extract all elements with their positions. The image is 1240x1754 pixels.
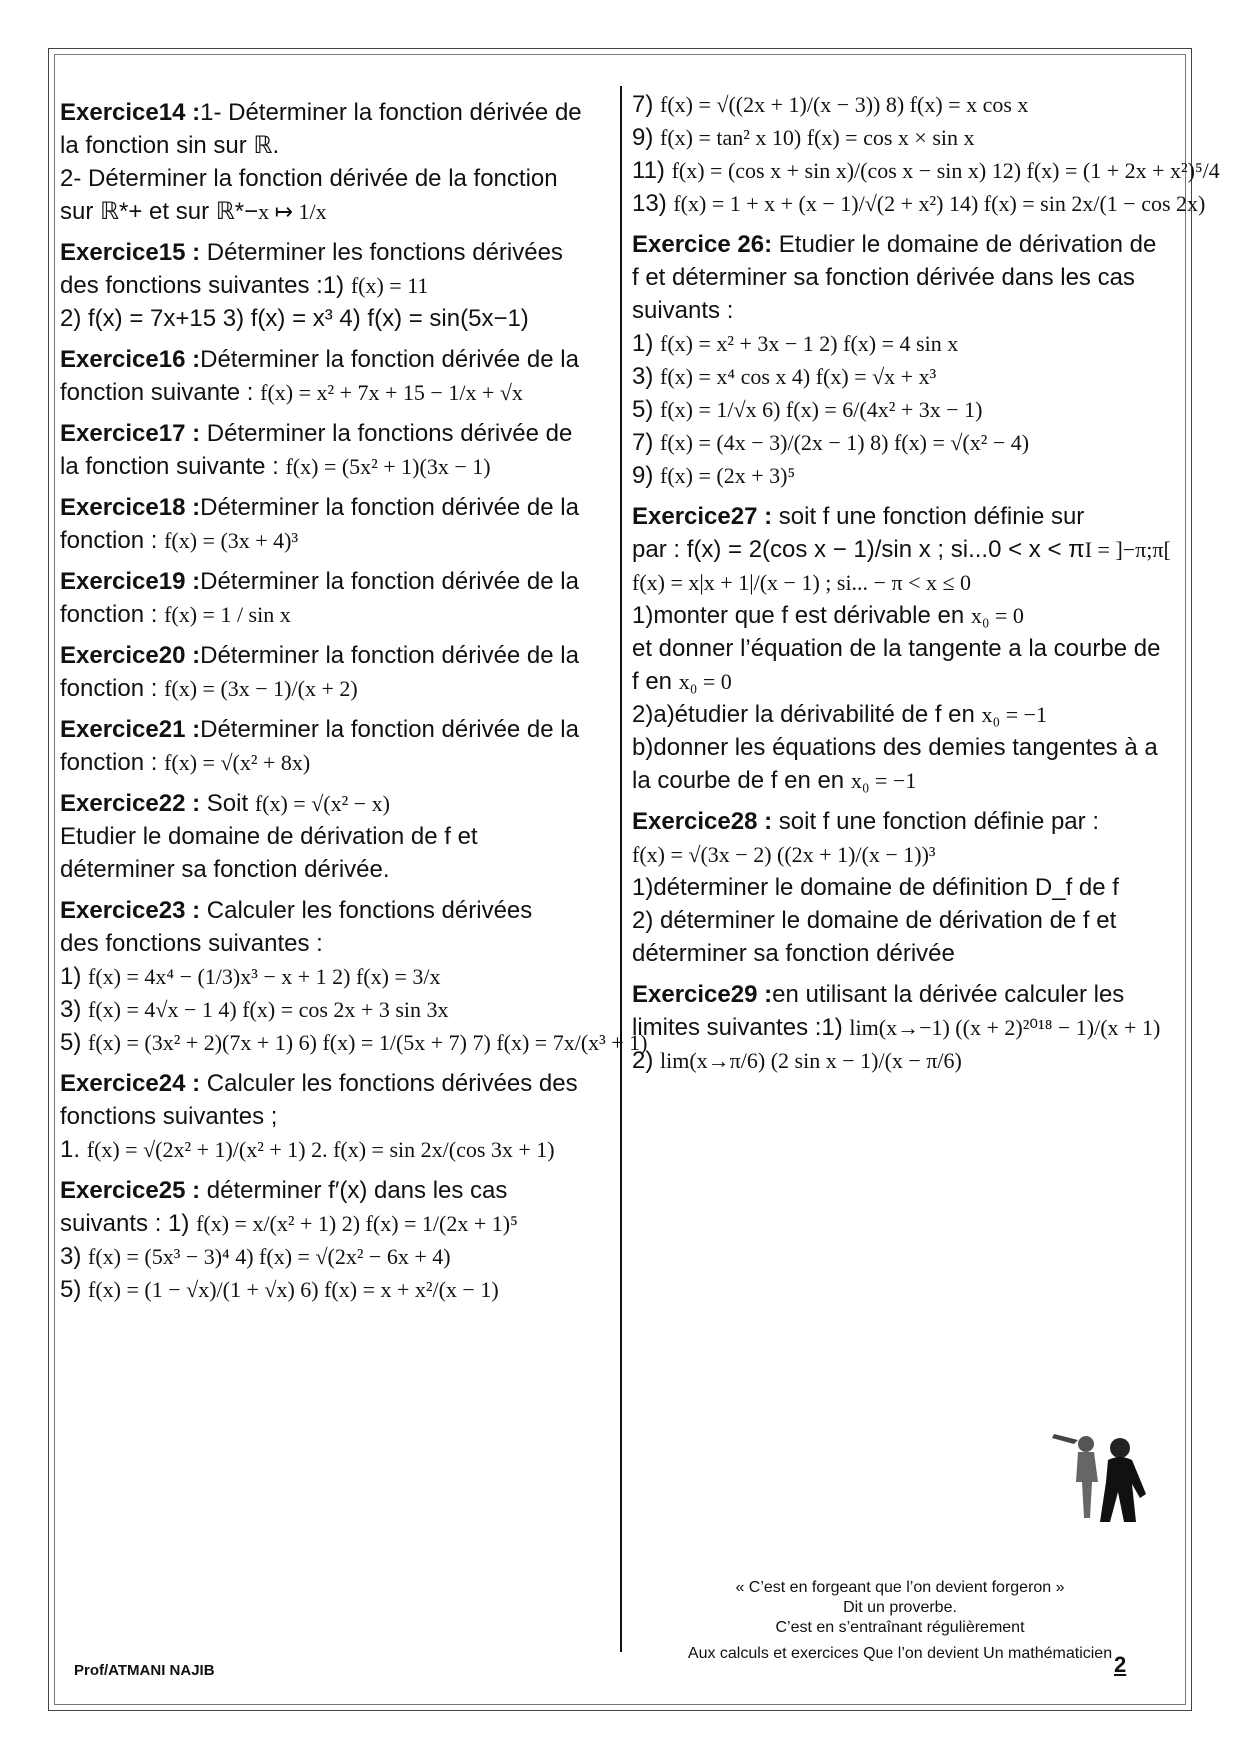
right-line xyxy=(632,937,1172,970)
exercise-heading: Exercice23 : xyxy=(60,897,201,924)
formula: f(x) = √(2x² + 1)/(x² + 1) 2. f(x) = sin 2x/(cos 3x + 1) xyxy=(86,1137,555,1162)
left-line xyxy=(60,927,612,960)
formula: f(x) = x/(x² + 1) 2) f(x) = 1/(2x + 1)⁵ xyxy=(196,1211,518,1236)
left-line xyxy=(60,598,612,631)
text: f en xyxy=(632,668,679,695)
left-line xyxy=(60,1026,648,1059)
exercise-heading: Exercice18 : xyxy=(60,494,201,521)
formula: f(x) = √(x² − x) xyxy=(254,791,390,816)
formula: f(x) = 1 / sin x xyxy=(164,602,291,627)
right-line xyxy=(632,294,1172,327)
text: b)donner les équations des demies tangentes à a xyxy=(632,734,1158,761)
formula: f(x) = (3x − 1)/(x + 2) xyxy=(164,676,358,701)
text: 11) xyxy=(632,157,672,184)
text: en utilisant la dérivée calculer les xyxy=(772,981,1125,1008)
right-line xyxy=(632,1044,1172,1077)
author-name: Prof/ATMANI NAJIB xyxy=(74,1662,215,1679)
exercise-heading: Exercice20 : xyxy=(60,642,201,669)
right-line xyxy=(632,871,1172,904)
formula: lim(x→π/6) (2 sin x − 1)/(x − π/6) xyxy=(660,1048,962,1073)
right-line xyxy=(632,261,1172,294)
text: fonction : xyxy=(60,749,165,776)
left-line xyxy=(60,746,612,779)
left-line xyxy=(60,1207,612,1240)
text: la fonction suivante : xyxy=(60,453,286,480)
text: la courbe de f en en xyxy=(632,767,851,794)
quote-line-2: Dit un proverbe. xyxy=(843,1599,957,1616)
formula: f(x) = (cos x + sin x)/(cos x − sin x) 12) f(x) = (1 + 2x + x²)⁵/4 xyxy=(671,158,1220,183)
right-line xyxy=(632,978,1172,1011)
right-column xyxy=(632,88,1220,1077)
text: déterminer f′(x) dans les cas xyxy=(200,1177,508,1204)
left-line xyxy=(60,565,612,598)
text: et donner l’équation de la tangente a la courbe de xyxy=(632,635,1161,662)
text: Calculer les fonctions dérivées des xyxy=(200,1070,578,1097)
exercise-heading: Exercice22 : xyxy=(60,790,201,817)
left-line xyxy=(60,195,612,228)
left-line xyxy=(60,450,612,483)
right-line xyxy=(632,121,1172,154)
text: 3) xyxy=(632,363,661,390)
exercise-heading: Exercice17 : xyxy=(60,420,201,447)
left-line xyxy=(60,1133,612,1166)
exercise-heading: Exercice14 : xyxy=(60,99,201,126)
text: déterminer sa fonction dérivée xyxy=(632,940,955,967)
text: la fonction sin sur ℝ. xyxy=(60,132,280,159)
text: fonction : xyxy=(60,601,165,628)
text: 3) xyxy=(60,1243,89,1270)
formula: f(x) = √(3x − 2) ((2x + 1)/(x − 1))³ xyxy=(632,842,936,867)
formula: f(x) = (2x + 3)⁵ xyxy=(660,463,796,488)
left-line xyxy=(60,96,612,129)
right-line xyxy=(632,459,1172,492)
formula: I = ]−π;π[ xyxy=(1084,537,1171,562)
text: 2) xyxy=(632,1047,661,1074)
text: soit f une fonction définie par : xyxy=(772,808,1099,835)
text: soit f une fonction définie sur xyxy=(772,503,1085,530)
formula: x₀ = −1 xyxy=(850,768,917,793)
exercise-heading: Exercice19 : xyxy=(60,568,201,595)
formula: f(x) = 1 + x + (x − 1)/√(2 + x²) 14) f(x) = sin 2x/(1 − cos 2x) xyxy=(673,191,1206,216)
right-line xyxy=(632,187,1206,220)
right-line xyxy=(632,805,1172,838)
formula: lim(x→−1) ((x + 2)²⁰¹⁸ − 1)/(x + 1) xyxy=(849,1015,1161,1040)
right-line xyxy=(632,88,1172,121)
formula: f(x) = √((2x + 1)/(x − 3)) 8) f(x) = x cos x xyxy=(660,92,1029,117)
left-line xyxy=(60,672,612,705)
exercise-heading: Exercice28 : xyxy=(632,808,773,835)
left-line xyxy=(60,162,612,195)
text: des fonctions suivantes : xyxy=(60,930,323,957)
text: fonction : xyxy=(60,527,165,554)
left-line xyxy=(60,524,612,557)
text: 5) xyxy=(60,1276,89,1303)
text: Déterminer la fonctions dérivée de xyxy=(200,420,573,447)
text: Déterminer la fonction dérivée de la xyxy=(200,716,579,743)
exercise-heading: Exercice27 : xyxy=(632,503,773,530)
right-line xyxy=(632,228,1172,261)
left-line xyxy=(60,302,612,335)
right-line xyxy=(632,327,1172,360)
column-divider xyxy=(620,86,622,1652)
formula: x₀ = 0 xyxy=(970,603,1024,628)
formula: f(x) = x|x + 1|/(x − 1) ; si... − π < x ≤ 0 xyxy=(632,570,972,595)
right-line xyxy=(632,764,1172,797)
formula: f(x) = x² + 3x − 1 2) f(x) = 4 sin x xyxy=(660,331,959,356)
formula: f(x) = (3x + 4)³ xyxy=(164,528,299,553)
text: 5) xyxy=(632,396,661,423)
text: 7) xyxy=(632,91,661,118)
quote-line-1: « C’est en forgeant que l’on devient forgeron » xyxy=(735,1579,1065,1596)
left-line xyxy=(60,129,612,162)
text: 5) xyxy=(60,1029,89,1056)
left-line xyxy=(60,639,612,672)
right-line xyxy=(632,566,1172,599)
formula: f(x) = x² + 7x + 15 − 1/x + √x xyxy=(260,380,523,405)
text: suivants : 1) xyxy=(60,1210,197,1237)
text: Déterminer la fonction dérivée de la xyxy=(200,568,579,595)
exercise-heading: Exercice25 : xyxy=(60,1177,201,1204)
right-line xyxy=(632,533,1172,566)
text: limites suivantes :1) xyxy=(632,1014,850,1041)
text: Etudier le domaine de dérivation de xyxy=(772,231,1157,258)
text: Déterminer les fonctions dérivées xyxy=(200,239,563,266)
left-column xyxy=(60,88,648,1306)
text: 2- Déterminer la fonction dérivée de la fonction xyxy=(60,165,558,192)
text: 2)a)étudier la dérivabilité de f en xyxy=(632,701,982,728)
left-line xyxy=(60,853,612,886)
exercise-heading: Exercice21 : xyxy=(60,716,201,743)
left-line xyxy=(60,269,612,302)
text: f et déterminer sa fonction dérivée dans les cas xyxy=(632,264,1135,291)
text: fonctions suivantes ; xyxy=(60,1103,278,1130)
quote-line-3: C’est en s’entraînant régulièrement xyxy=(775,1619,1025,1636)
text: 7) xyxy=(632,429,661,456)
formula: f(x) = (5x² + 1)(3x − 1) xyxy=(285,454,491,479)
exercise-heading: Exercice16 : xyxy=(60,346,201,373)
left-line xyxy=(60,343,612,376)
exercise-heading: Exercice 26: xyxy=(632,231,773,258)
formula: f(x) = (4x − 3)/(2x − 1) 8) f(x) = √(x² − 4) xyxy=(660,430,1030,455)
formula: x₀ = −1 xyxy=(981,702,1048,727)
formula: f(x) = 4√x − 1 4) f(x) = cos 2x + 3 sin 3x xyxy=(88,997,449,1022)
text: Soit xyxy=(200,790,255,817)
formula: f(x) = x⁴ cos x 4) f(x) = √x + x³ xyxy=(660,364,937,389)
left-line xyxy=(60,376,612,409)
right-line xyxy=(632,393,1172,426)
left-line xyxy=(60,1273,612,1306)
formula: x ↦ 1/x xyxy=(258,199,327,224)
text: Calculer les fonctions dérivées xyxy=(200,897,533,924)
text: 1)déterminer le domaine de définition D_f de f xyxy=(632,874,1119,901)
left-line xyxy=(60,960,612,993)
teacher-child-pointing-figure xyxy=(1046,1430,1158,1526)
text: 2) déterminer le domaine de dérivation de f et xyxy=(632,907,1117,934)
right-line xyxy=(632,698,1172,731)
text: déterminer sa fonction dérivée. xyxy=(60,856,390,883)
right-line xyxy=(632,1011,1172,1044)
formula: x₀ = 0 xyxy=(678,669,732,694)
text: 3) xyxy=(60,996,89,1023)
formula: f(x) = tan² x 10) f(x) = cos x × sin x xyxy=(660,125,975,150)
left-line xyxy=(60,1240,612,1273)
text: Etudier le domaine de dérivation de f et xyxy=(60,823,478,850)
text: Déterminer la fonction dérivée de la xyxy=(200,346,579,373)
text: Déterminer la fonction dérivée de la xyxy=(200,494,579,521)
text: 13) xyxy=(632,190,674,217)
right-line xyxy=(632,838,1172,871)
formula: f(x) = 1/√x 6) f(x) = 6/(4x² + 3x − 1) xyxy=(660,397,983,422)
formula: f(x) = (5x³ − 3)⁴ 4) f(x) = √(2x² − 6x + 4) xyxy=(88,1244,451,1269)
left-line xyxy=(60,1174,612,1207)
text: 9) xyxy=(632,462,661,489)
text: 1- Déterminer la fonction dérivée de xyxy=(200,99,582,126)
right-line xyxy=(632,426,1172,459)
right-line xyxy=(632,665,1172,698)
left-line xyxy=(60,993,612,1026)
left-line xyxy=(60,236,612,269)
text: 1) xyxy=(60,963,89,990)
left-line xyxy=(60,894,612,927)
left-line xyxy=(60,787,612,820)
right-line xyxy=(632,500,1172,533)
exercise-heading: Exercice15 : xyxy=(60,239,201,266)
text: Déterminer la fonction dérivée de la xyxy=(200,642,579,669)
text: 1) xyxy=(632,330,661,357)
right-line xyxy=(632,904,1172,937)
left-line xyxy=(60,1100,612,1133)
exercise-heading: Exercice29 : xyxy=(632,981,773,1008)
text: fonction : xyxy=(60,675,165,702)
formula: f(x) = √(x² + 8x) xyxy=(164,750,311,775)
text: suivants : xyxy=(632,297,734,324)
text: des fonctions suivantes :1) xyxy=(60,272,351,299)
left-line xyxy=(60,491,612,524)
formula: f(x) = (3x² + 2)(7x + 1) 6) f(x) = 1/(5x + 7) 7) f(x) = 7x/(x³ + 1) xyxy=(88,1030,648,1055)
text: fonction suivante : xyxy=(60,379,261,406)
text: par : f(x) = 2(cos x − 1)/sin x ; si...0 < x < π xyxy=(632,536,1085,563)
quote-line-4: Aux calculs et exercices Que l’on devient Un mathématicien xyxy=(687,1645,1113,1662)
right-line xyxy=(632,731,1172,764)
exercise-heading: Exercice24 : xyxy=(60,1070,201,1097)
formula: f(x) = 11 xyxy=(350,273,429,298)
text: 9) xyxy=(632,124,661,151)
page-number: 2 xyxy=(1114,1652,1127,1677)
right-line xyxy=(632,154,1220,187)
left-line xyxy=(60,820,612,853)
text: 1. xyxy=(60,1136,87,1163)
left-line xyxy=(60,417,612,450)
left-line xyxy=(60,713,612,746)
text: sur ℝ*+ et sur ℝ*− xyxy=(60,198,259,225)
left-line xyxy=(60,1067,612,1100)
formula: f(x) = (1 − √x)/(1 + √x) 6) f(x) = x + x²/(x − 1) xyxy=(88,1277,499,1302)
formula: f(x) = 4x⁴ − (1/3)x³ − x + 1 2) f(x) = 3/x xyxy=(88,964,441,989)
text: 2) f(x) = 7x+15 3) f(x) = x³ 4) f(x) = sin(5x−1) xyxy=(60,305,529,332)
right-line xyxy=(632,599,1172,632)
text: 1)monter que f est dérivable en xyxy=(632,602,971,629)
right-line xyxy=(632,632,1172,665)
right-line xyxy=(632,360,1172,393)
